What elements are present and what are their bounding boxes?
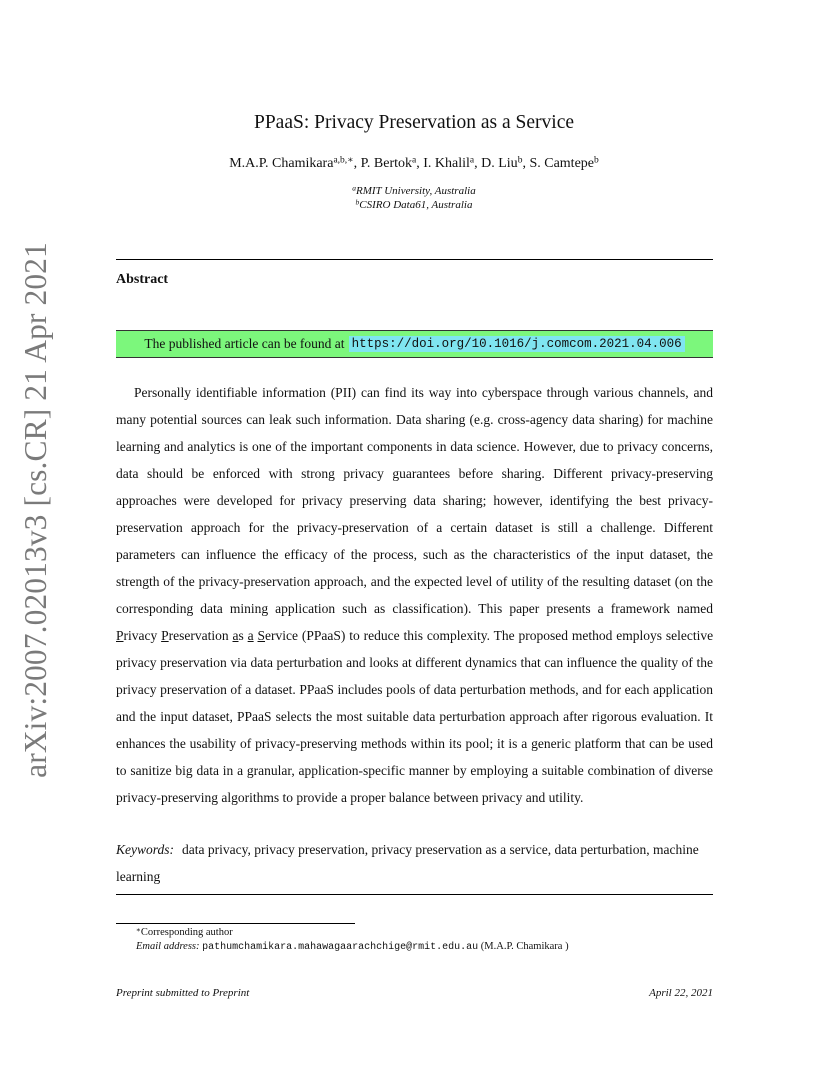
arxiv-sidebar bbox=[14, 242, 58, 778]
keywords-label: Keywords: bbox=[116, 842, 174, 857]
keywords-list: data privacy, privacy preservation, privacy preservation as a service, data perturbation, machine learning bbox=[116, 842, 699, 884]
abstract-body: Personally identifiable information (PII) can find its way into cyberspace through various channels, and many potential sources can leak such information. Data sharing (e.g. cross-agency data sharing) for machine learning and analytics is one of the important components in data science. However, due to privacy concerns, data should be enforced with strong privacy guarantees before sharing. Different privacy-preserving approaches were developed for privacy preserving data sharing; however, identifying the best privacy-preservation approach for the privacy-preservation of a certain dataset is still a challenge. Different parameters can influence the efficacy of the process, such as the characteristics of the input dataset, the strength of the privacy-preservation approach, and the expected level of utility of the resulting dataset (on the corresponding data mining application such as classification). This paper presents a framework named Privacy Preservation as a Service (PPaaS) to reduce this complexity. The proposed method employs selective privacy preservation via data perturbation and looks at different dynamics that can influence the quality of the privacy preservation of a dataset. PPaaS includes pools of data perturbation methods, and for each application and the input dataset, PPaaS selects the most suitable data perturbation approach after rigorous evaluation. It enhances the usability of privacy-preserving methods within its pool; it is a generic platform that can be used to sanitize big data in a granular, application-specific manner by employing a suitable combination of diverse privacy-preserving algorithms to provide a proper balance between privacy and utility. bbox=[116, 385, 714, 805]
footer-date: April 22, 2021 bbox=[649, 987, 713, 999]
banner-text: The published article can be found at bbox=[144, 336, 345, 351]
author-list bbox=[0, 156, 828, 172]
email-address[interactable]: pathumchamikara.mahawagaarachchige@rmit.edu.au bbox=[202, 942, 479, 953]
author: S. Camtepe$^b$ bbox=[529, 155, 599, 171]
author: M.A.P. Chamikara$^{a,b,∗}$, bbox=[229, 155, 361, 171]
footer-left: Preprint submitted to Preprint bbox=[116, 987, 250, 999]
top-rule bbox=[116, 259, 713, 260]
bottom-rule bbox=[116, 894, 713, 895]
footnote-rule bbox=[116, 923, 355, 924]
author: P. Bertok$^a$, bbox=[360, 155, 424, 171]
corresponding-author-note: ∗Corresponding author bbox=[136, 925, 233, 938]
abstract-heading: Abstract bbox=[116, 272, 169, 287]
affiliation: $^b$CSIRO Data61, Australia bbox=[355, 197, 473, 211]
email-note: Email address: pathumchamikara.mahawagaarachchige@rmit.edu.au (M.A.P. Chamikara ) bbox=[136, 941, 569, 953]
author: I. Khalil$^a$, bbox=[423, 155, 482, 171]
paper-title: PPaaS: Privacy Preservation as a Service bbox=[253, 112, 575, 133]
keywords bbox=[116, 836, 713, 890]
published-article-banner bbox=[116, 330, 713, 358]
doi-link[interactable]: https://doi.org/10.1016/j.comcom.2021.04.006 bbox=[349, 336, 685, 352]
affiliation: $^a$RMIT University, Australia bbox=[352, 183, 476, 197]
arxiv-identifier: arXiv:2007.02013v3 [cs.CR] 21 Apr 2021 bbox=[18, 242, 54, 778]
author: D. Liu$^b$, bbox=[481, 155, 530, 171]
framework-name: Privacy Preservation as a Service bbox=[116, 628, 299, 643]
